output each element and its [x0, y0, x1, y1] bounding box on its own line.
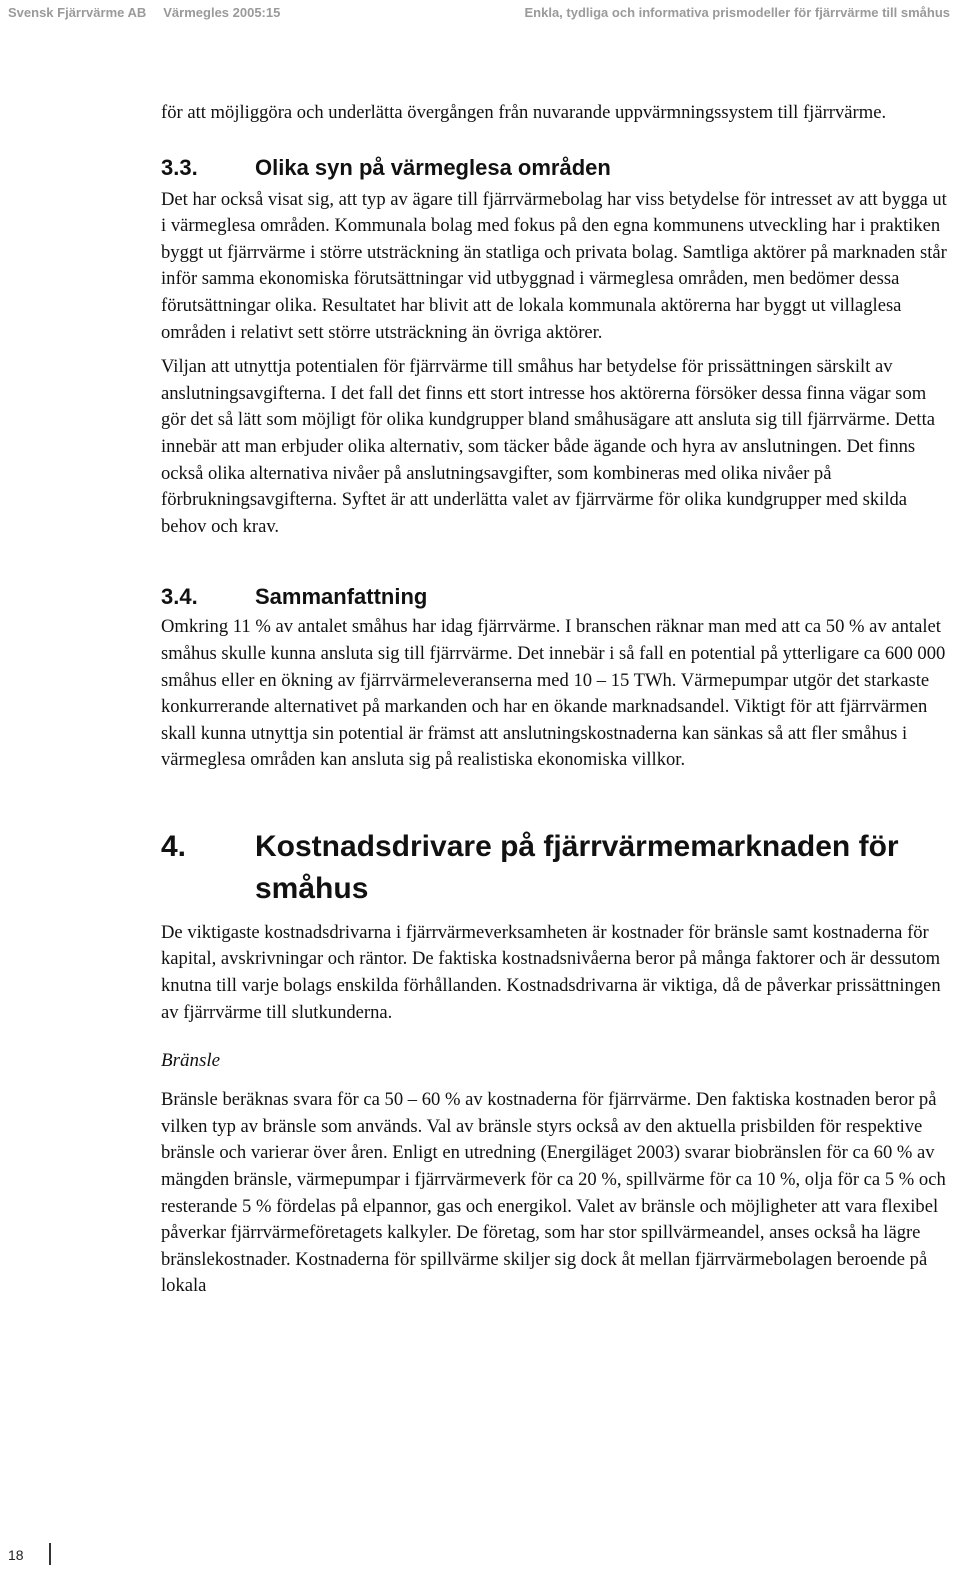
- header-series: Värmegles 2005:15: [163, 5, 281, 20]
- continuation-paragraph: för att möjliggöra och underlätta övergången från nuvarande uppvärmningssystem till fjärrvärme.: [161, 102, 887, 123]
- page-content: [161, 100, 951, 1300]
- page-number: 18: [8, 1547, 24, 1563]
- running-header: [8, 3, 950, 23]
- section-3-3-paragraph-1: Det har också visat sig, att typ av ägare till fjärrvärmebolag har viss betydelse för intresset av att bygga ut i värmeglesa områden. Kommunala bolag med fokus på den egna kommunens utveckling har i praktiken byggt ut fjärrvärme i större utsträckning än statliga och privata bolag. Samtliga aktörer på marknaden står inför samma ekonomiska förutsättningar vid utbyggnad i värmeglesa områden, men bedömer dessa förutsättningar olika. Resultatet har blivit att de lokala kommunala aktörerna har byggt ut villaglesa områden i relativt sett större utsträckning än övriga aktörer.: [161, 188, 947, 343]
- section-number: 3.4.: [161, 584, 198, 610]
- section-3-4-heading: [161, 582, 951, 612]
- subheading-bransle: Bränsle: [161, 1050, 221, 1072]
- chapter-title: Kostnadsdrivare på fjärrvärmemarknaden för småhus: [255, 829, 899, 905]
- chapter-number: 4.: [161, 829, 187, 863]
- fuel-paragraph: Bränsle beräknas svara för ca 50 – 60 % av kostnaderna för fjärrvärme. Den faktiska kostnaden beror på vilken typ av bränsle som används. Val av bränsle styrs också av den aktuella prisbilden för respektive bränsle och varierar över åren. Enligt en utredning (Energiläget 2003) svarar biobränslen för ca 60 % av mängden bränsle, värmepumpar i fjärrvärmeverk för ca 20 %, spillvärme för ca 10 %, olja för ca 5 % och resterande 5 % fördelas på elpannor, gas och energikol. Valet av bränsle och möjligheter att vara flexibel påverkar fjärrvärmeföretagets kalkyler. De företag, som har stor spillvärmeandel, anses också ha lägre bränslekostnader. Kostnaderna för spillvärme skiljer sig dock åt mellan fjärrvärmebolagen beroende på lokala: [161, 1089, 946, 1297]
- section-3-4-paragraph: Omkring 11 % av antalet småhus har idag fjärrvärme. I branschen räknar man med att ca 50 % av antalet småhus skulle kunna ansluta sig till fjärrvärme. Det innebär i så fall en potential på ytterligare ca 600 000 småhus eller en ökning av fjärrvärmeleveranserna med 10 – 15 TWh. Värmepumpar utgör det starkaste konkurrerande alternativet på markanden och har en ökande marknadsandel. Viktigt för att fjärrvärmen skall kunna utnyttja sin potential är främst att anslutningskostnaderna kan sänkas så att fler småhus i värmeglesa områden kan ansluta sig på realistiska ekonomiska villkor.: [161, 616, 946, 771]
- header-org: Svensk Fjärrvärme AB: [8, 5, 147, 20]
- header-left: [8, 5, 297, 20]
- chapter-4-intro: De viktigaste kostnadsdrivarna i fjärrvärmeverksamheten är kostnader för bränsle samt kostnaderna för kapital, avskrivningar och räntor. De faktiska kostnadsnivåerna beror på många faktorer och är dessutom knutna till varje bolags enskilda förhållanden. Kostnadsdrivarna är viktiga, då de påverkar prissättningen av fjärrvärme till slutkunderna.: [161, 921, 941, 1023]
- section-3-3-paragraph-2: Viljan att utnyttja potentialen för fjärrvärme till småhus har betydelse för prissättningen särskilt av anslutningsavgifterna. I det fall det finns ett stort intresse hos aktörerna försöker dessa finna vägar som gör det så lätt som möjligt för olika kundgrupper bland småhusägare att ansluta sig till fjärrvärme. Detta innebär att man erbjuder olika alternativ, som täcker både ägande och hyra av anslutningen. Det finns också olika alternativa nivåer på anslutningsavgifter, som kombineras med olika nivåer på förbrukningsavgifterna. Syftet är att underlätta valet av fjärrvärme för olika kundgrupper med skilda behov och krav.: [161, 356, 936, 537]
- section-title: Olika syn på värmeglesa områden: [255, 154, 611, 180]
- chapter-4-heading: [161, 826, 951, 910]
- section-3-3-heading: [161, 153, 951, 183]
- section-number: 3.3.: [161, 154, 198, 180]
- section-title: Sammanfattning: [255, 584, 428, 610]
- header-title: Enkla, tydliga och informativa prismodeller för fjärrvärme till småhus: [524, 5, 950, 20]
- footer-divider: [49, 1543, 51, 1565]
